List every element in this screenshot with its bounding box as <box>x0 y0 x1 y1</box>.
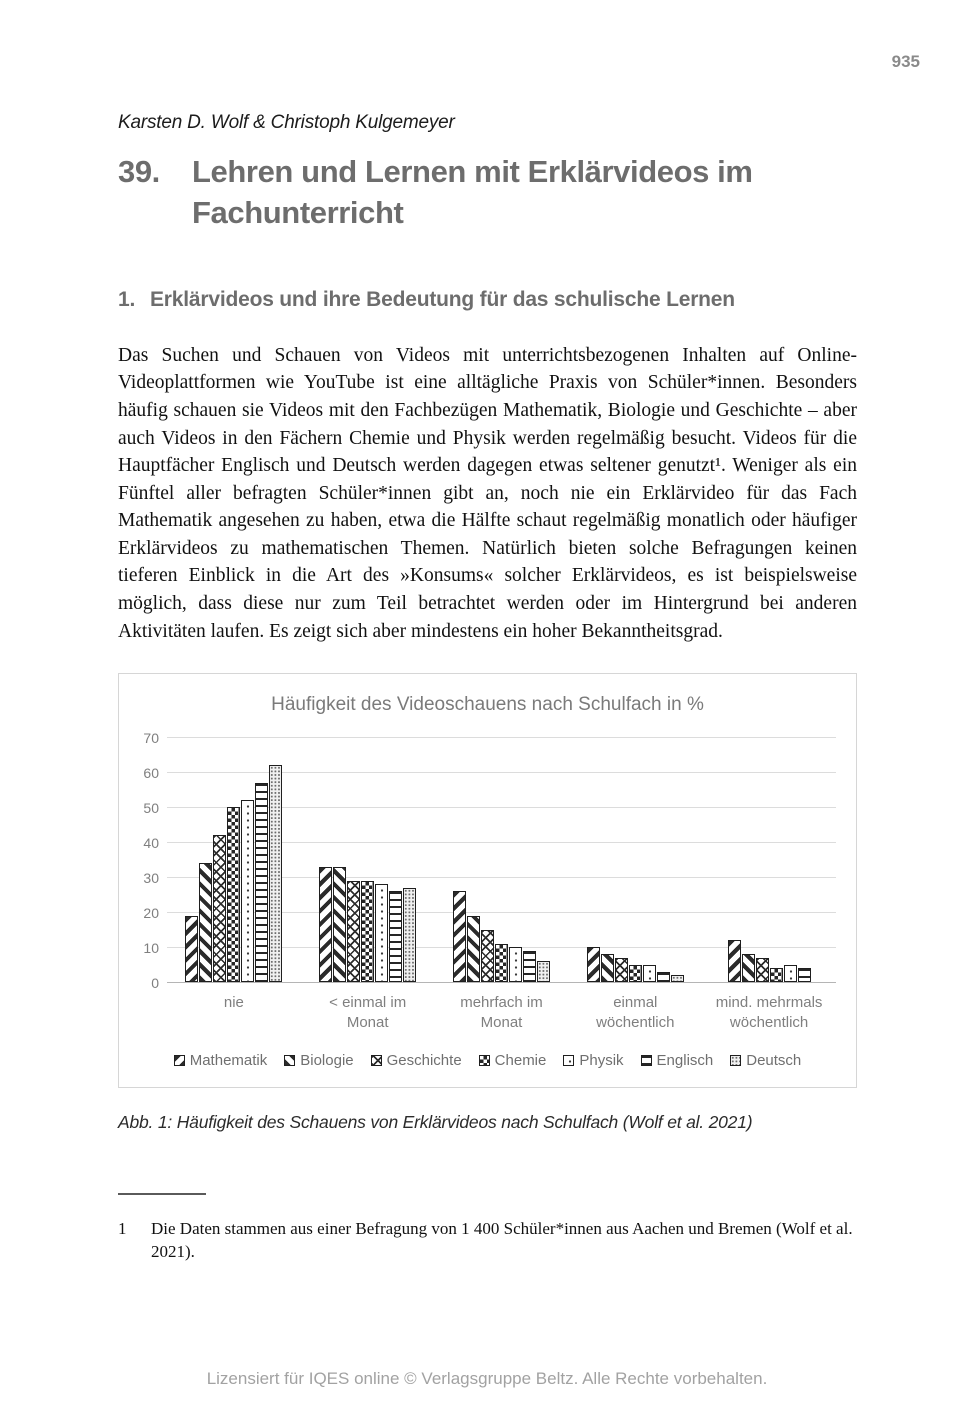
x-tick-label: nie <box>223 994 244 1012</box>
page-number: 935 <box>891 52 920 71</box>
bar-englisch <box>389 891 402 982</box>
legend-swatch-biologie-icon <box>284 1055 295 1066</box>
chapter-number: 39. <box>118 154 160 189</box>
footnote <box>118 1217 857 1265</box>
bar-chemie <box>770 968 783 982</box>
y-tick-label: 30 <box>143 870 159 887</box>
bar-physik <box>784 965 797 983</box>
y-axis <box>133 730 167 992</box>
bar-group <box>167 765 301 982</box>
legend-item <box>563 1052 623 1069</box>
legend-label: Deutsch <box>746 1051 802 1069</box>
license-footer: Lizensiert für IQES online © Verlagsgruppe Beltz. Alle Rechte vorbehalten. <box>206 1369 768 1388</box>
legend-swatch-mathematik-icon <box>174 1055 185 1066</box>
legend-label: Biologie <box>300 1051 354 1069</box>
y-tick-label: 60 <box>143 765 159 782</box>
x-tick-label: mind. mehrmals wöchentlich <box>715 994 823 1032</box>
bar-deutsch <box>403 888 416 983</box>
legend-label: Chemie <box>494 1051 547 1069</box>
chart-gridline <box>167 982 836 983</box>
bar-geschichte <box>213 835 226 982</box>
bar-biologie <box>199 863 212 982</box>
bar-geschichte <box>347 881 360 983</box>
legend-item <box>730 1052 801 1069</box>
bar-mathematik <box>453 891 466 982</box>
bar-mathematik <box>319 867 332 983</box>
figure-chart <box>118 673 857 1088</box>
bar-deutsch <box>269 765 282 982</box>
bar-biologie <box>601 954 614 982</box>
x-tick-label: einmal wöchentlich <box>596 994 675 1032</box>
chart-title: Häufigkeit des Videoschauens nach Schulfach in % <box>271 694 704 716</box>
legend-label: Englisch <box>656 1051 714 1069</box>
bar-physik <box>643 965 656 983</box>
bar-chemie <box>629 965 642 983</box>
bar-physik <box>509 947 522 982</box>
bar-biologie <box>742 954 755 982</box>
chart-plot <box>167 738 836 983</box>
bar-chemie <box>361 881 374 983</box>
bar-physik <box>241 800 254 982</box>
y-tick-label: 10 <box>143 940 159 957</box>
legend-swatch-deutsch-icon <box>730 1055 741 1066</box>
bars-row <box>167 738 836 982</box>
bar-group <box>702 940 836 982</box>
x-tick-label: mehrfach im Monat <box>460 994 543 1032</box>
bar-englisch <box>798 968 811 982</box>
bar-geschichte <box>481 930 494 983</box>
chapter-title <box>118 152 857 234</box>
legend-swatch-physik-icon <box>563 1055 574 1066</box>
section-number: 1. <box>118 287 136 311</box>
bar-englisch <box>255 783 268 983</box>
y-tick-label: 0 <box>151 975 159 992</box>
bar-chemie <box>495 944 508 983</box>
legend-label: Mathematik <box>189 1051 268 1069</box>
legend-item <box>371 1052 462 1069</box>
section-heading <box>118 288 857 312</box>
bar-group <box>435 891 569 982</box>
legend-item <box>479 1052 547 1069</box>
footnote-text: Die Daten stammen aus einer Befragung von 1 400 Schüler*innen aus Aachen und Bremen (Wolf et al. 2021). <box>151 1218 853 1262</box>
legend-label: Physik <box>579 1051 624 1069</box>
chart-legend <box>133 1052 842 1069</box>
y-tick-label: 70 <box>143 730 159 747</box>
legend-item <box>641 1052 714 1069</box>
author-line: Karsten D. Wolf & Christoph Kulgemeyer <box>118 112 455 133</box>
legend-label: Geschichte <box>386 1051 462 1069</box>
bar-geschichte <box>615 958 628 983</box>
legend-item <box>174 1052 268 1069</box>
bar-group <box>568 947 702 982</box>
bar-mathematik <box>728 940 741 982</box>
bar-deutsch <box>537 961 550 982</box>
x-axis <box>167 993 836 1034</box>
bar-englisch <box>657 972 670 983</box>
section-title-text: Erklärvideos und ihre Bedeutung für das schulische Lernen <box>150 287 735 311</box>
bar-biologie <box>467 916 480 983</box>
x-tick-label: < einmal im Monat <box>329 994 407 1032</box>
legend-swatch-chemie-icon <box>479 1055 490 1066</box>
bar-group <box>301 867 435 983</box>
footnote-rule <box>118 1193 206 1195</box>
y-tick-label: 50 <box>143 800 159 817</box>
body-paragraph: Das Suchen und Schauen von Videos mit unterrichtsbezogenen Inhalten auf Online-Videoplattformen wie YouTube ist eine alltägliche Praxis von Schüler*innen. Besonders häufig schauen sie Videos mit den Fachbezügen Mathematik, Biologie und Geschichte – aber auch Videos in den Fächern Chemie und Physik werden regelmäßig besucht. Videos für die Hauptfächer Englisch und Deutsch werden dagegen etwas seltener genutzt¹. Weniger als ein Fünftel aller befragten Schüler*innen gibt an, noch nie ein Erklärvideo für das Fach Mathematik angesehen zu haben, etwa die Hälfte schaut regelmäßig monatlich oder häufiger Erklärvideos zu mathematischen Themen. Natürlich bieten solche Befragungen keinen tieferen Einblick in die Art des »Konsums« solcher Erklärvideos, es ist beispielsweise möglich, dass diese nur zum Teil betrachtet werden oder im Hintergrund bei anderen Aktivitäten laufen. Es zeigt sich aber mindestens ein hoher Bekanntheitsgrad. <box>118 344 857 642</box>
bar-physik <box>375 884 388 982</box>
bar-mathematik <box>587 947 600 982</box>
bar-deutsch <box>671 975 684 982</box>
bar-biologie <box>333 867 346 983</box>
footnote-number: 1 <box>118 1218 127 1238</box>
bar-mathematik <box>185 916 198 983</box>
legend-swatch-englisch-icon <box>641 1055 652 1066</box>
legend-item <box>284 1052 353 1069</box>
y-tick-label: 20 <box>143 905 159 922</box>
chart-plot-wrap <box>133 730 842 992</box>
chapter-title-text: Lehren und Lernen mit Erklärvideos im Fachunterricht <box>192 154 753 230</box>
legend-swatch-geschichte-icon <box>371 1055 382 1066</box>
bar-englisch <box>523 951 536 983</box>
bar-geschichte <box>756 958 769 983</box>
y-tick-label: 40 <box>143 835 159 852</box>
figure-caption: Abb. 1: Häufigkeit des Schauens von Erklärvideos nach Schulfach (Wolf et al. 2021) <box>118 1111 753 1132</box>
bar-chemie <box>227 807 240 982</box>
